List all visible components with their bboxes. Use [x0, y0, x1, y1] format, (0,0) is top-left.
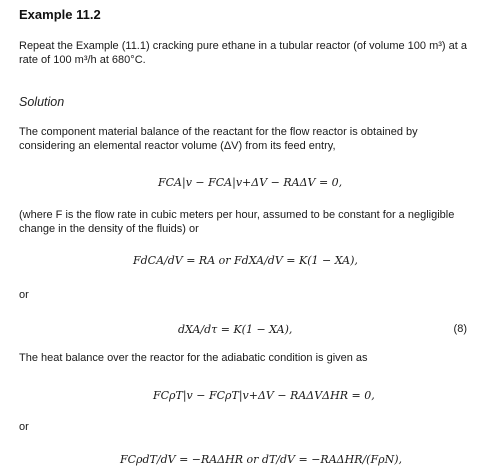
- heat-differential-equation: FCρdT/dV = −RAΔHR or dT/dV = −RAΔHR/(FρN),: [120, 453, 402, 466]
- heat-balance-paragraph: The heat balance over the reactor for the adiabatic condition is given as: [19, 352, 368, 364]
- flow-rate-note: (where F is the flow rate in cubic meters per hour, assumed to be constant for a negligible change in the density of the fluids) or: [19, 209, 455, 235]
- or-connector: or: [19, 421, 29, 433]
- solution-heading: Solution: [19, 95, 65, 109]
- problem-statement: Repeat the Example (11.1) cracking pure ethane in a tubular reactor (of volume 100 m³) at a rate of 100 m³/h at 680°C.: [19, 40, 467, 66]
- residence-time-equation: dXA/dτ = K(1 − XA),: [178, 323, 293, 336]
- material-balance-paragraph: The component material balance of the reactant for the flow reactor is obtained by considering an elemental reactor volume (ΔV) from its feed entry,: [19, 126, 418, 152]
- material-balance-equation: FCA|v − FCA|v+ΔV − RAΔV = 0,: [158, 176, 343, 189]
- heat-balance-equation: FCρT|v − FCρT|v+ΔV − RAΔVΔHR = 0,: [153, 389, 375, 402]
- equation-number: (8): [453, 323, 467, 335]
- example-heading: Example 11.2: [19, 7, 101, 22]
- rate-equation: FdCA/dV = RA or FdXA/dV = K(1 − XA),: [133, 254, 358, 267]
- or-connector: or: [19, 289, 29, 301]
